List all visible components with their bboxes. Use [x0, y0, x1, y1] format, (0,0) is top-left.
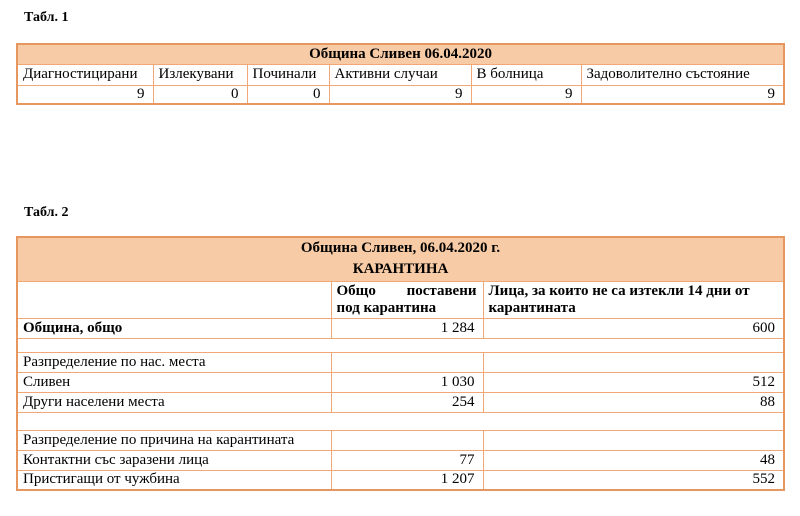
- column-header-hospitalized: В болница: [471, 64, 581, 85]
- value-cell-quarantined: 1 207: [331, 470, 483, 490]
- column-header-satisfactory: Задоволително състояние: [581, 64, 784, 85]
- table-row-contacts: [17, 450, 784, 470]
- value-cell-hospitalized: 9: [471, 85, 581, 104]
- value-cell-diagnosed: 9: [17, 85, 153, 104]
- row-label: Пристигащи от чужбина: [17, 470, 331, 490]
- table2-label: Табл. 2: [24, 205, 69, 220]
- value-cell-quarantined: 254: [331, 392, 483, 412]
- cases-table: [16, 43, 785, 105]
- table1-values-row: [17, 85, 784, 104]
- value-cell-active: 9: [329, 85, 471, 104]
- table-row-distribution-settlements: [17, 352, 784, 372]
- table2-caption-line1: Община Сливен, 06.04.2020 г.: [300, 240, 501, 257]
- table-row-sliven: [17, 372, 784, 392]
- row-label: Разпределение по причина на карантината: [17, 430, 331, 450]
- row-label: Други населени места: [17, 392, 331, 412]
- value-cell-satisfactory: 9: [581, 85, 784, 104]
- table1-header-row: [17, 64, 784, 85]
- column-header-deceased: Починали: [247, 64, 329, 85]
- value-cell-deceased: 0: [247, 85, 329, 104]
- table1-label: Табл. 1: [24, 10, 69, 25]
- quarantine-table: [16, 236, 785, 491]
- value-cell-quarantined: 1 030: [331, 372, 483, 392]
- value-cell-within14: [483, 352, 784, 372]
- value-cell-quarantined: 1 284: [331, 318, 483, 338]
- table-row-arrivals-abroad: [17, 470, 784, 490]
- row-label: Разпределение по нас. места: [17, 352, 331, 372]
- value-cell-within14: 88: [483, 392, 784, 412]
- value-cell-quarantined: 77: [331, 450, 483, 470]
- column-header-within14: Лица, за които не са изтекли 14 дни от карантината: [483, 281, 784, 318]
- table2-caption: [17, 237, 784, 281]
- table-row-other-settlements: [17, 392, 784, 412]
- column-header-quarantined: Общо поставени под карантина: [331, 281, 483, 318]
- table-row-distribution-reason: [17, 430, 784, 450]
- value-cell-within14: 48: [483, 450, 784, 470]
- value-cell-within14: 512: [483, 372, 784, 392]
- value-cell-within14: [483, 430, 784, 450]
- value-cell-recovered: 0: [153, 85, 247, 104]
- value-cell-within14: 600: [483, 318, 784, 338]
- row-label: Сливен: [17, 372, 331, 392]
- column-header-diagnosed: Диагностицирани: [17, 64, 153, 85]
- spacer-row: [17, 338, 784, 352]
- row-label: Контактни със заразени лица: [17, 450, 331, 470]
- table2-caption-line2: КАРАНТИНА: [352, 261, 449, 278]
- table1-caption-row: [17, 44, 784, 64]
- value-cell-within14: 552: [483, 470, 784, 490]
- column-header-empty: [17, 281, 331, 318]
- column-header-recovered: Излекувани: [153, 64, 247, 85]
- spacer-cell: [17, 338, 784, 352]
- table1-caption: Община Сливен 06.04.2020: [17, 44, 784, 64]
- row-label: Община, общо: [17, 318, 331, 338]
- spacer-row: [17, 412, 784, 430]
- value-cell-quarantined: [331, 352, 483, 372]
- table2-header-row: [17, 281, 784, 318]
- value-cell-quarantined: [331, 430, 483, 450]
- column-header-active: Активни случаи: [329, 64, 471, 85]
- table2-caption-row: [17, 237, 784, 281]
- spacer-cell: [17, 412, 784, 430]
- table-row-municipality-total: [17, 318, 784, 338]
